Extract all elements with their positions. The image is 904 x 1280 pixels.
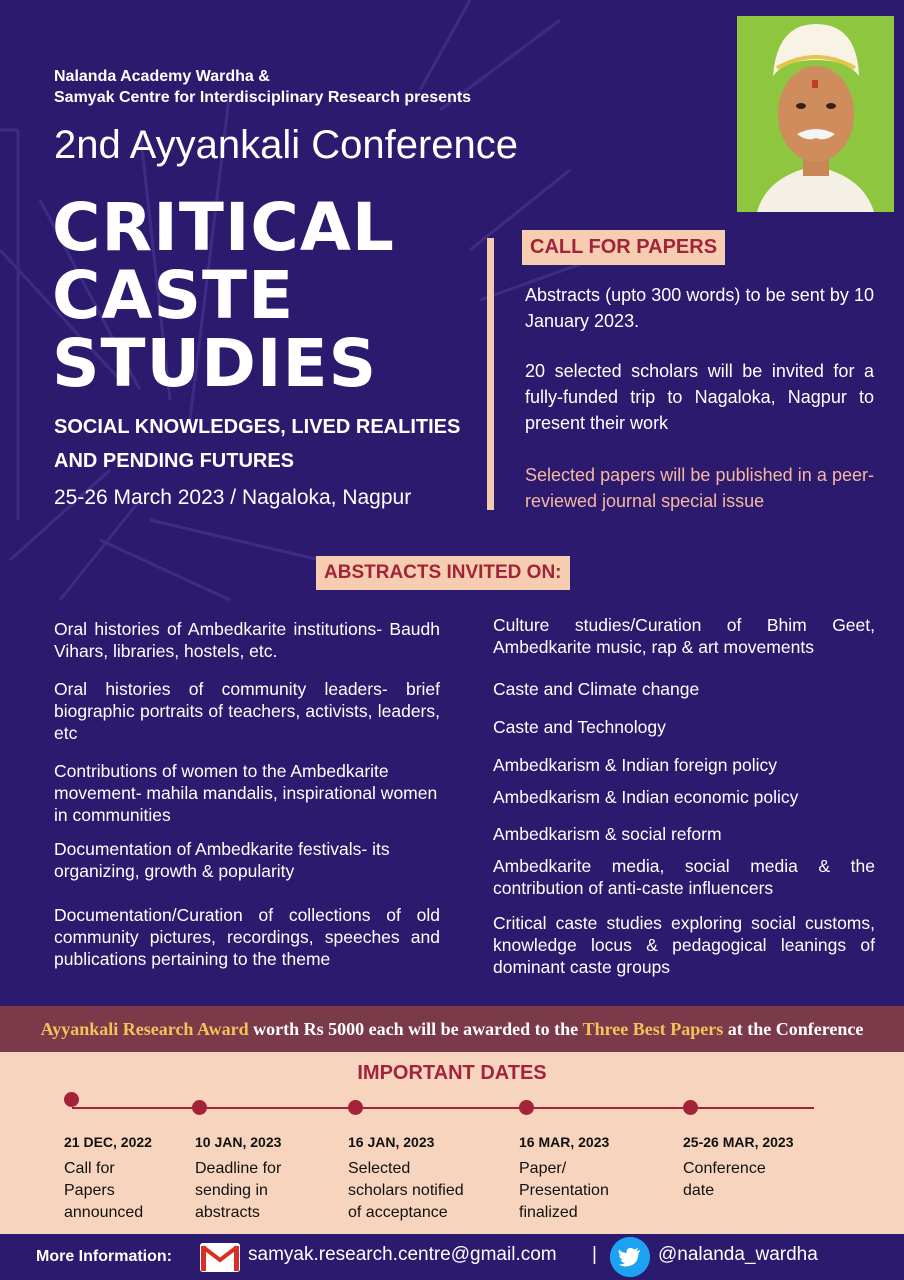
date-desc-line: sending in [195,1182,268,1199]
topic-item: Ambedkarism & Indian economic policy [493,787,799,807]
date-desc-line: Papers [64,1182,115,1199]
date-description [348,1158,464,1224]
date-desc-line: Conference [683,1160,766,1177]
topic-item: Contributions of women to the Ambedkarite movement- mahila mandalis, inspirational women in communities [54,761,438,825]
date-description [64,1158,143,1224]
conference-title: 2nd Ayyankali Conference [54,123,519,167]
timeline-dot [519,1100,534,1115]
award-name: Ayyankali Research Award [40,1018,249,1039]
timeline-dot [64,1092,79,1107]
date-desc-line: Selected [348,1160,411,1177]
scholars-info: 20 selected scholars will be invited for a fully-funded trip to Nagaloka, Nagpur to present their work [525,361,874,433]
footer-separator: | [592,1244,597,1265]
important-dates-panel [0,1052,904,1234]
date-label: 21 DEC, 2022 [64,1134,152,1150]
main-title [52,189,395,402]
portrait-image [737,16,894,212]
gmail-icon [200,1243,240,1272]
portrait-illustration [737,16,894,212]
date-desc-line: of acceptance [348,1204,448,1221]
date-desc-line: Presentation [519,1182,609,1199]
main-title-line-1: CRITICAL [52,189,395,266]
date-description [519,1158,609,1224]
divider-bar [487,238,494,510]
date-label: 25-26 MAR, 2023 [683,1134,794,1150]
topic-item: Ambedkarism & social reform [493,824,722,844]
footer [0,1234,904,1280]
timeline-dot [192,1100,207,1115]
timeline-dot [348,1100,363,1115]
main-title-line-2: CASTE [52,257,295,334]
topic-item: Critical caste studies exploring social customs, knowledge locus & pedagogical leanings of dominant caste groups [493,913,875,977]
subtitle-line-1: SOCIAL KNOWLEDGES, LIVED REALITIES [54,416,461,438]
main-title-line-3: STUDIES [52,325,378,402]
abstracts-invited-label: ABSTRACTS INVITED ON: [316,556,570,590]
date-desc-line: Call for [64,1160,115,1177]
subtitle [54,410,494,478]
timeline-dot [683,1100,698,1115]
publication-info: Selected papers will be published in a peer-reviewed journal special issue [525,465,874,511]
award-middle: worth Rs 5000 each will be awarded to the [248,1018,583,1039]
date-label: 10 JAN, 2023 [195,1134,282,1150]
topic-item: Caste and Technology [493,717,666,737]
topic-item: Culture studies/Curation of Bhim Geet, Ambedkarite music, rap & art movements [493,615,875,657]
abstract-info: Abstracts (upto 300 words) to be sent by 10 January 2023. [525,285,874,331]
topic-item: Documentation of Ambedkarite festivals- its organizing, growth & popularity [54,839,390,881]
presenters [54,66,471,108]
date-description [195,1158,281,1224]
award-highlight: Three Best Papers [582,1018,724,1039]
award-banner [0,1006,904,1052]
date-desc-line: announced [64,1204,144,1221]
topic-item: Ambedkarite media, social media & the contribution of anti-caste influencers [493,856,875,898]
topic-item: Ambedkarism & Indian foreign policy [493,755,778,775]
award-end: at the Conference [723,1018,864,1039]
twitter-icon [610,1237,650,1277]
subtitle-line-2: AND PENDING FUTURES [54,450,295,472]
timeline-line [72,1107,814,1109]
call-for-papers-label: CALL FOR PAPERS [522,230,725,265]
date-location: 25-26 March 2023 / Nagaloka, Nagpur [54,486,412,509]
date-desc-line: finalized [519,1204,578,1221]
presenter-line-2: Samyak Centre for Interdisciplinary Research presents [54,89,472,106]
presenter-line-1: Nalanda Academy Wardha & [54,68,270,85]
twitter-handle-link[interactable]: @nalanda_wardha [658,1244,818,1265]
topic-item: Caste and Climate change [493,679,700,699]
date-desc-line: Deadline for [195,1160,282,1177]
date-label: 16 MAR, 2023 [519,1134,610,1150]
date-desc-line: date [683,1182,715,1199]
more-info-label: More Information: [36,1248,172,1265]
important-dates-title: IMPORTANT DATES [357,1062,547,1084]
date-desc-line: scholars notified [348,1182,464,1199]
topic-item: Oral histories of Ambedkarite institutions- Baudh Vihars, libraries, hostels, etc. [54,619,440,661]
date-desc-line: Paper/ [519,1160,567,1177]
topic-item: Documentation/Curation of collections of old community pictures, recordings, speeches and publications pertaining to the theme [54,905,440,969]
contact-email-link[interactable]: samyak.research.centre@gmail.com [248,1244,557,1265]
date-label: 16 JAN, 2023 [348,1134,435,1150]
date-desc-line: abstracts [195,1204,260,1221]
topic-item: Oral histories of community leaders- brief biographic portraits of teachers, activists, leaders, etc [54,679,440,743]
date-description [683,1158,766,1202]
